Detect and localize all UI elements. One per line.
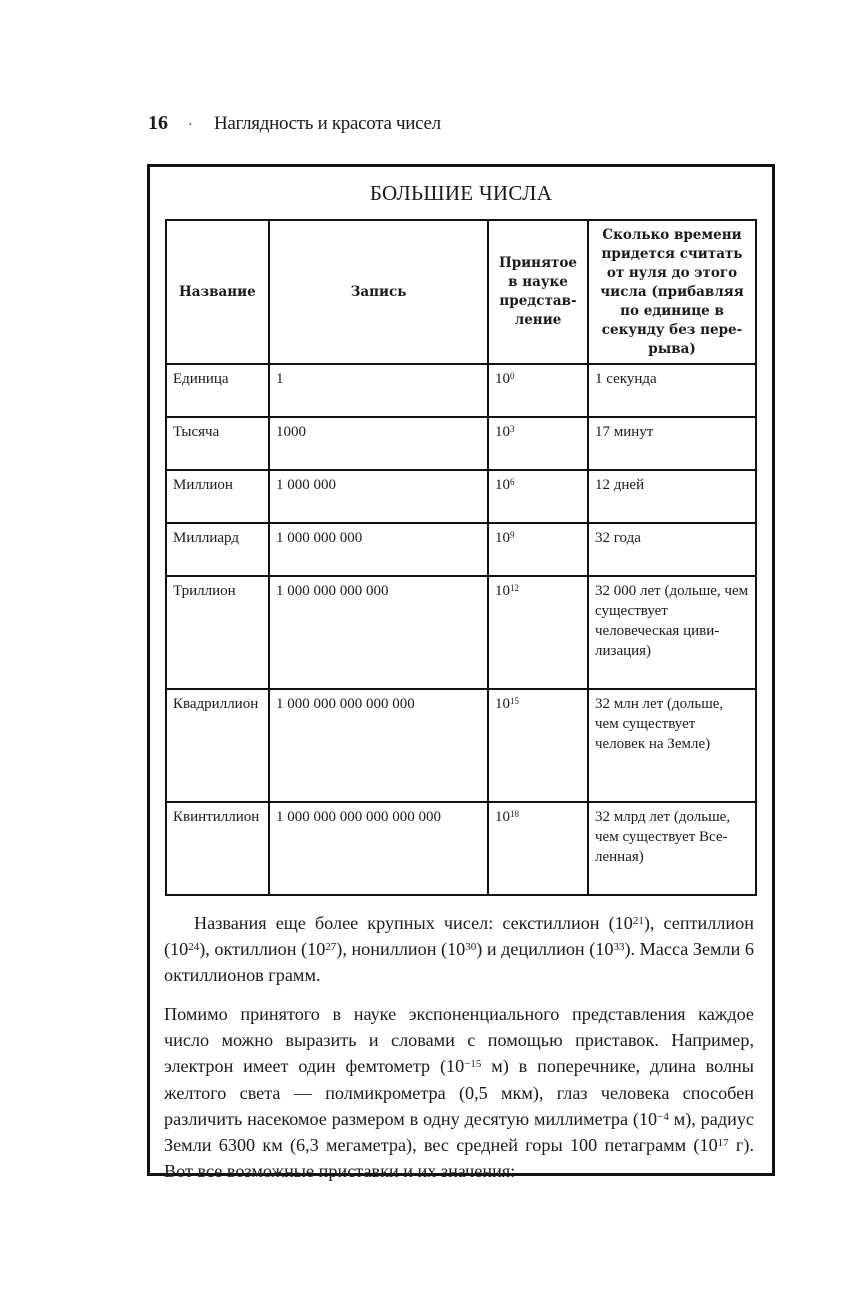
power-base: 10 [495, 583, 510, 599]
table-row [166, 576, 756, 689]
cell-notation: 1000 [269, 417, 488, 470]
exponent: 21 [632, 915, 644, 927]
power-exponent: 18 [510, 809, 519, 819]
box-title: БОЛЬШИЕ ЧИСЛА [369, 181, 553, 205]
exponent: 17 [717, 1137, 729, 1150]
big-numbers-table [165, 219, 757, 896]
cell-notation: 1 000 000 000 [269, 523, 488, 576]
text: Названия еще более крупных чисел: секстиллион (10 [194, 913, 633, 933]
power-exponent: 6 [510, 477, 515, 487]
table-row [166, 523, 756, 576]
text: ), септиллион (10 [164, 913, 754, 960]
page-number: 16 [148, 112, 168, 134]
table-header-row [166, 220, 756, 364]
cell-scientific [488, 802, 588, 895]
text: ), нониллион (10 [336, 939, 466, 960]
cell-scientific [488, 364, 588, 417]
cell-notation: 1 [269, 364, 488, 417]
cell-name: Миллион [166, 470, 269, 523]
text: г). Вот все возможные приставки и их значения: [164, 1135, 754, 1182]
text: м) в поперечнике, длина волны желтого света — полмикрометра (0,5 мкм), глаз человека способен различить насекомое размером в одну десятую миллиметра (10 [164, 1056, 754, 1129]
cell-time: 32 000 лет (дольше, чем существует человеческая цивилизация) [588, 576, 756, 689]
power-base: 10 [495, 530, 510, 546]
cell-notation: 1 000 000 [269, 470, 488, 523]
text: ). Масса Земли 6 октиллионов грамм. [164, 939, 755, 986]
power-exponent: 9 [510, 530, 515, 540]
cell-scientific [488, 523, 588, 576]
cell-notation: 1 000 000 000 000 [269, 576, 488, 689]
cell-notation: 1 000 000 000 000 000 [269, 689, 488, 802]
column-header-scientific: Принятое в науке представление [488, 220, 588, 364]
column-header-name: Название [166, 220, 269, 364]
cell-name: Квинтиллион [166, 802, 269, 895]
power-exponent: 3 [510, 424, 515, 434]
exponent: 33 [613, 941, 625, 954]
paragraph-prefixes [164, 1001, 754, 1184]
exponent: 30 [465, 941, 477, 954]
cell-name: Триллион [166, 576, 269, 689]
running-head [148, 112, 441, 135]
cell-scientific [488, 576, 588, 689]
power-exponent: 12 [510, 583, 519, 593]
exponent: −4 [657, 1110, 669, 1123]
power-base: 10 [495, 477, 510, 493]
power-base: 10 [495, 371, 510, 387]
cell-time: 1 секунда [588, 364, 756, 417]
power-exponent: 15 [510, 696, 519, 706]
text: ) и дециллион (10 [476, 939, 614, 960]
text: м), радиус Земли 6300 км (6,3 мегаметра), вес средней горы 100 петаграмм (10 [164, 1108, 754, 1156]
cell-time: 32 млрд лет (дольше, чем существует Вселенная) [588, 802, 756, 895]
cell-time: 17 минут [588, 417, 756, 470]
cell-name: Миллиард [166, 523, 269, 576]
table-row [166, 364, 756, 417]
power-base: 10 [495, 424, 510, 440]
cell-name: Единица [166, 364, 269, 417]
power-base: 10 [495, 696, 510, 712]
table-row [166, 470, 756, 523]
exponent: 24 [188, 941, 200, 954]
paragraph-larger-numbers [164, 910, 754, 989]
exponent: 27 [325, 941, 337, 954]
cell-scientific [488, 470, 588, 523]
cell-time: 32 года [588, 523, 756, 576]
header-separator: · [188, 118, 193, 133]
power-base: 10 [495, 809, 510, 825]
cell-name: Тысяча [166, 417, 269, 470]
table-row [166, 417, 756, 470]
cell-scientific [488, 689, 588, 802]
column-header-notation: Запись [269, 220, 488, 364]
text: ), октиллион (10 [199, 939, 326, 960]
table-row [166, 802, 756, 895]
book-title: Наглядность и красота чисел [214, 113, 441, 134]
cell-name: Квадриллион [166, 689, 269, 802]
power-exponent: 0 [510, 371, 515, 381]
exponent: −15 [464, 1058, 482, 1071]
column-header-count-time: Сколько времени придется считать от нуля до этого числа (прибавляя по единице в секунду без перерыва) [588, 220, 756, 364]
cell-scientific [488, 417, 588, 470]
cell-time: 12 дней [588, 470, 756, 523]
cell-notation: 1 000 000 000 000 000 000 [269, 802, 488, 895]
table-row [166, 689, 756, 802]
text: Помимо принятого в науке экспоненциального представления каждое число можно выразить и словами с помощью приставок. Например, электрон имеет один фемтометр (10 [164, 1004, 754, 1077]
cell-time: 32 млн лет (дольше, чем существует человек на Земле) [588, 689, 756, 802]
